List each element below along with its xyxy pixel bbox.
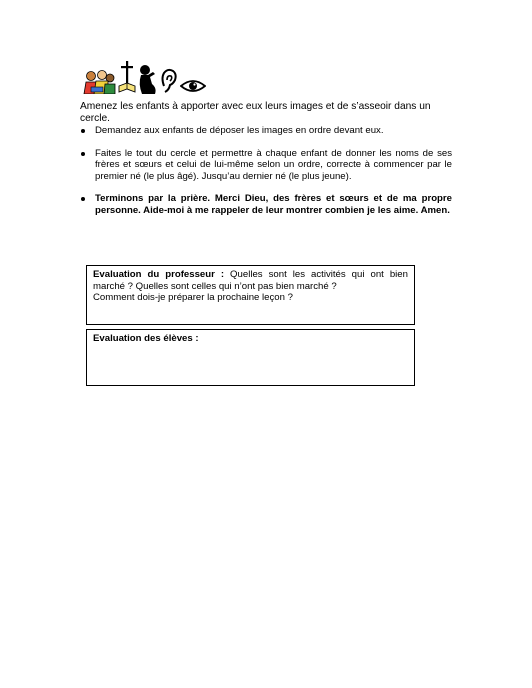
instruction-list <box>80 125 452 227</box>
teacher-evaluation-question-2: Comment dois-je préparer la prochaine leçon ? <box>93 292 293 303</box>
list-item <box>80 125 452 137</box>
bullet-icon <box>81 152 85 156</box>
praying-person-icon <box>138 64 158 94</box>
list-item <box>80 148 452 183</box>
teacher-evaluation-text <box>93 269 408 292</box>
intro-paragraph: Amenez les enfants à apporter avec eux leurs images et de s’asseoir dans un cercle. <box>80 101 431 124</box>
students-evaluation-label: Evaluation des élèves : <box>93 333 199 344</box>
ear-icon <box>160 68 178 94</box>
bible-cross-icon <box>118 60 136 94</box>
list-item-text: Demandez aux enfants de déposer les images en ordre devant eux. <box>95 125 384 136</box>
bullet-icon <box>81 197 85 201</box>
list-item-text: Terminons par la prière. Merci Dieu, des frères et sœurs et de ma propre personne. Aide-moi à me rappeler de leur montrer combien je les aime. Amen. <box>95 193 452 216</box>
list-item-text: Faites le tout du cercle et permettre à chaque enfant de donner les noms de ses frères et sœurs et celui de lui-même selon un ordre, correcte à commencer par le premier né (le plus âgé). Jusqu’au dernier né (le plus jeune). <box>95 147 452 182</box>
eye-icon <box>180 78 206 94</box>
list-item-prayer <box>80 193 452 216</box>
teacher-evaluation-question-1: Quelles sont les activités qui ont bien marché ? Quelles sont celles qui n’ont pas bien marché ? <box>93 269 408 292</box>
students-evaluation-box <box>86 329 415 386</box>
children-group-icon <box>82 70 116 94</box>
teacher-evaluation-label: Evaluation du professeur : <box>93 269 225 280</box>
icon-row <box>82 58 212 94</box>
bullet-icon <box>81 129 85 133</box>
teacher-evaluation-box <box>86 265 415 325</box>
